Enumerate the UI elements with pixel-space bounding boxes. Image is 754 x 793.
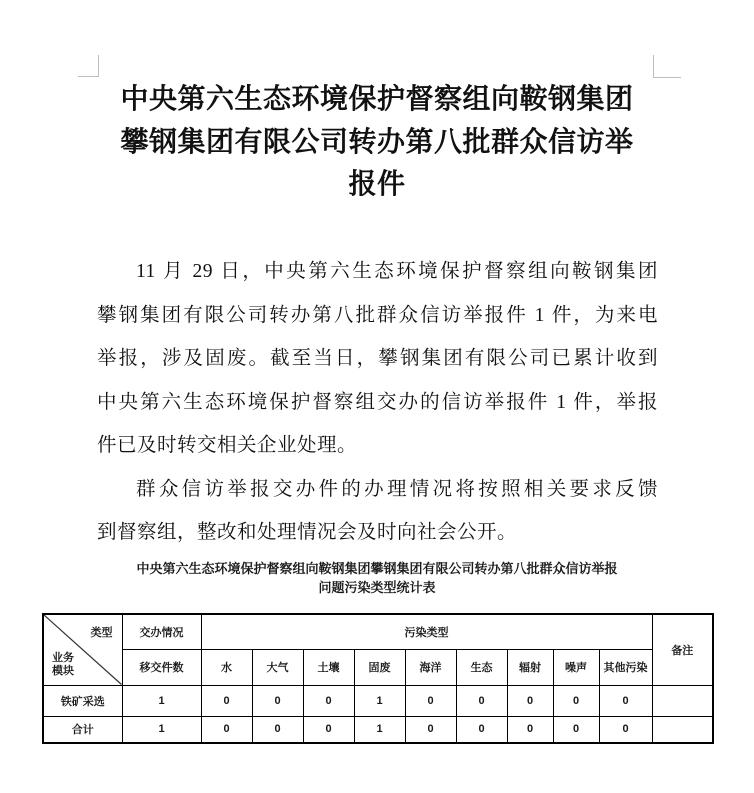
table-row [43,716,713,743]
data-cell: 0 [252,716,303,743]
header-cell-transfer-count: 移交件数 [122,649,201,685]
data-cell: 0 [252,685,303,716]
data-cell: 0 [599,716,652,743]
data-cell: 1 [122,716,201,743]
data-cell: 0 [507,685,553,716]
data-cell: 1 [354,716,405,743]
header-cell-ecology: 生态 [456,649,507,685]
header-cell-noise: 噪声 [553,649,599,685]
header-cell-solid-waste: 固废 [354,649,405,685]
paragraph-line: 件已及时转交相关企业处理。 [97,435,358,456]
remark-cell [652,685,713,716]
data-cell: 0 [405,685,456,716]
header-cell-pollution-group: 污染类型 [201,614,652,649]
table-caption-line: 中央第六生态环境保护督察组向鞍钢集团攀钢集团有限公司转办第八批群众信访举报 [136,561,618,576]
corner-label-type: 类型 [90,627,113,639]
data-cell: 0 [456,716,507,743]
corner-label-business-module-line: 业务 [52,651,74,664]
data-cell: 0 [553,685,599,716]
header-cell-soil: 土壤 [303,649,354,685]
document-title [97,79,657,207]
paragraph-line: 到督察组，整改和处理情况会及时向社会公开。 [97,522,518,543]
row-label-total: 合计 [43,716,122,743]
data-cell: 0 [553,716,599,743]
text-boundary-mark-top-right [653,55,681,78]
header-cell-other-pollution: 其他污染 [599,649,652,685]
table-row [43,685,713,716]
paragraph-line: 攀钢集团有限公司转办第八批群众信访举报件 1 件，为来电 [97,304,658,326]
remark-cell [652,716,713,743]
pollution-statistics-table [42,613,714,744]
paragraph-line: 中央第六生态环境保护督察组交办的信访举报件 1 件，举报 [97,391,658,413]
table-corner-cell [43,614,122,685]
paragraph-line: 举报，涉及固废。截至当日，攀钢集团有限公司已累计收到 [97,348,658,369]
table-caption-line: 问题污染类型统计表 [318,580,436,595]
document-title-line: 报件 [348,169,406,200]
document-title-line: 中央第六生态环境保护督察组向鞍钢集团 [120,84,634,115]
data-cell: 1 [354,685,405,716]
data-cell: 1 [122,685,201,716]
corner-label-business-module-line: 模块 [52,664,74,677]
data-cell: 0 [303,685,354,716]
header-cell-radiation: 辐射 [507,649,553,685]
data-cell: 0 [599,685,652,716]
header-cell-transfer-group: 交办情况 [122,614,201,649]
text-boundary-mark-top-left [78,55,99,77]
paragraph-line: 群众信访举报交办件的办理情况将按照相关要求反馈 [136,478,658,500]
corner-label-business-module [52,652,74,678]
data-cell: 0 [456,685,507,716]
document-title-line: 攀钢集团有限公司转办第八批群众信访举 [120,126,634,158]
data-cell: 0 [405,716,456,743]
data-cell: 0 [507,716,553,743]
table-caption [0,559,754,597]
header-cell-ocean: 海洋 [405,649,456,685]
data-cell: 0 [303,716,354,743]
paragraph-line: 11 月 29 日，中央第六生态环境保护督察组向鞍钢集团 [136,261,658,282]
header-cell-water: 水 [201,649,252,685]
data-cell: 0 [201,685,252,716]
document-body [97,250,658,555]
row-label-iron-ore-mining: 铁矿采选 [43,685,122,716]
header-cell-remark: 备注 [652,614,713,685]
header-cell-air: 大气 [252,649,303,685]
data-cell: 0 [201,716,252,743]
